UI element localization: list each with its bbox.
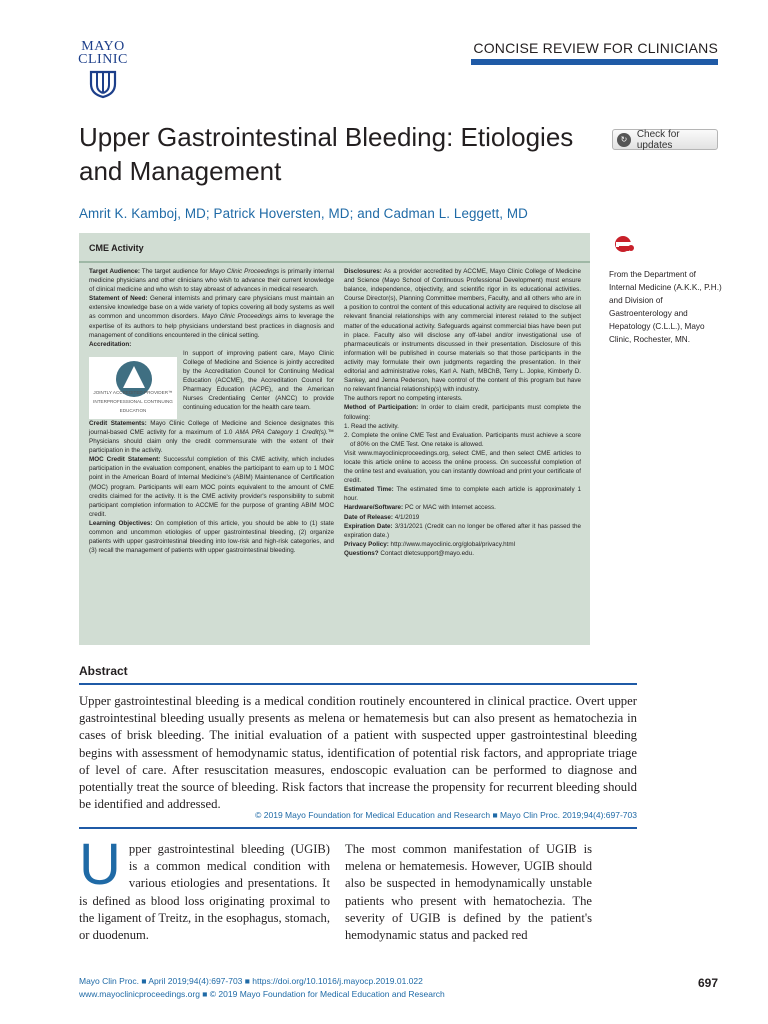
disclosures: Disclosures: As a provider accredited by ACCME, Mayo Clinic College of Medicine and Science (Mayo School of Continuous Professional Development) must ensure balance, independence, objectivity, and scientific rigor in its educational activities. Course Director(s), Planning Committee members, Faculty, and all others who are in a position to control the content of this educational activity are required to disclose all relevant financial relationships with any commercial interest related to the subject matter of the educational activity. Safeguards against commercial bias have been put in place. Faculty also will disclose any off-label and/or investigational use of pharmaceuticals or instruments discussed in their presentation. Disclosure of this information will be published in course materials so that those participants in the activity may formulate their own judgments regarding the presentation. In their editorial and administrative roles, Karl A. Nath, MBChB, Terry L. Jopke, Kimberly D. Sankey, and Jenna Pederson, have control of the content of this program but have no relevant financial relationship(s) with industry. bbox=[344, 268, 581, 394]
section-label: CONCISE REVIEW FOR CLINICIANS bbox=[473, 40, 718, 56]
statement-of-need: Statement of Need: General internists and primary care physicians must maintain an extensive knowledge base on a wide variety of topics covering all body systems as well as common and uncommon disorders. Mayo Clinic Proceedings aims to leverage the expertise of its authors to help physicians understand best practices in diagnosis and management of conditions encountered in the clinical setting. bbox=[89, 295, 335, 339]
cme-icon[interactable] bbox=[611, 234, 637, 254]
copyright-line: © 2019 Mayo Foundation for Medical Education and Research ■ Mayo Clin Proc. 2019;94(4):697-703 bbox=[255, 810, 637, 820]
method-of-participation: Method of Participation: In order to claim credit, participants must complete the following: bbox=[344, 404, 581, 421]
section-bar bbox=[471, 59, 718, 65]
credit-statements: Credit Statements: Mayo Clinic College of Medicine and Science designates this journal-based CME activity for a maximum of 1.0 AMA PRA Category 1 Credit(s).™ Physicians should claim only the credit commensurate with the extent of their participation in the activity. bbox=[89, 419, 334, 455]
cme-left-column bbox=[89, 267, 334, 555]
questions-contact: Questions? Contact dletcsupport@mayo.edu. bbox=[344, 549, 474, 557]
check-for-updates-button[interactable] bbox=[612, 129, 718, 150]
accreditation: Accreditation: JOINTLY ACCREDITED PROVIDER™ INTERPROFESSIONAL CONTINUING EDUCATION In support of improving patient care, Mayo Clinic College of Medicine and Science is jointly accredited by the Accreditation Council for Continuing Medical Education (ACCME), the Accreditation Council for Pharmacy Education (ACPE), and the American Nurses Credentialing Center (ANCC) to provide continuing education for the health care team. bbox=[89, 340, 334, 413]
footer-citation[interactable]: Mayo Clin Proc. ■ April 2019;94(4):697-703 ■ https://doi.org/10.1016/j.mayocp.2019.01.022 bbox=[79, 976, 423, 986]
abstract-heading: Abstract bbox=[79, 664, 128, 678]
competing-interests: The authors report no competing interests. bbox=[344, 395, 463, 403]
article-title: Upper Gastrointestinal Bleeding: Etiologies and Management bbox=[79, 122, 574, 186]
expiration-date: Expiration Date: 3/31/2021 (Credit can no longer be offered after it has passed the expiration date.) bbox=[344, 522, 581, 539]
estimated-time: Estimated Time: The estimated time to complete each article is approximately 1 hour. bbox=[344, 486, 581, 503]
affiliation-note: From the Department of Internal Medicine (A.K.K., P.H.) and Division of Gastroenterology and Hepatology (C.L.L.), Mayo Clinic, Rochester, MN. bbox=[609, 270, 722, 344]
abstract-rule bbox=[79, 683, 637, 685]
refresh-icon: ↻ bbox=[617, 133, 631, 147]
cme-heading: CME Activity bbox=[89, 243, 144, 253]
shield-icon bbox=[88, 69, 118, 99]
cme-right-column bbox=[344, 267, 581, 558]
step-1: 1. Read the activity. bbox=[344, 422, 399, 430]
cme-activity-box bbox=[79, 233, 590, 645]
body-column-2: The most common manifestation of UGIB is melena or hematemesis. However, UGIB should also be suspected in hemodynamically unstable patients who present with hematochezia. The severity of UGIB is defined by the patient's hemodynamic status and packed red bbox=[345, 842, 592, 943]
author-list: Amrit K. Kamboj, MD; Patrick Hoversten, MD; and Cadman L. Leggett, MD bbox=[79, 206, 528, 221]
logo-line1: MAYO bbox=[81, 39, 125, 54]
footer-website[interactable]: www.mayoclinicproceedings.org ■ © 2019 Mayo Foundation for Medical Education and Research bbox=[79, 989, 445, 999]
date-of-release: Date of Release: 4/1/2019 bbox=[344, 513, 420, 521]
check-updates-label: Check for updates bbox=[636, 128, 680, 151]
hardware-software: Hardware/Software: PC or MAC with Internet access. bbox=[344, 504, 496, 512]
abstract-text: Upper gastrointestinal bleeding is a medical condition routinely encountered in clinical practice. Overt upper gastrointestinal bleeding usually presents as melena or hematemesis but can also present as hematochezia in cases of brisk bleeding. The initial evaluation of a patient with suspected upper gastrointestinal bleeding begins with assessment of hemodynamic status, identification of potential risk factors, and appropriate triage of level of care. After resuscitation measures, endoscopic evaluation can be performed to diagnose and potentially treat the source of bleeding. Risk factors that increase the propensity for recurrent bleeding should be identified and addressed. bbox=[79, 694, 637, 812]
jointly-accredited-logo: JOINTLY ACCREDITED PROVIDER™ INTERPROFESSIONAL CONTINUING EDUCATION bbox=[89, 357, 177, 419]
logo-line2: CLINIC bbox=[78, 52, 128, 67]
privacy-policy: Privacy Policy: http://www.mayoclinic.org/global/privacy.html bbox=[344, 540, 516, 548]
abstract-bottom-rule bbox=[79, 827, 637, 829]
visit-instructions: Visit www.mayoclinicproceedings.org, select CME, and then select CME articles to locate this article online to access the online process. On successful completion of the online test and evaluation, you can instantly download and print your certificate of credit. bbox=[344, 449, 581, 485]
page-number: 697 bbox=[697, 976, 718, 990]
body-col1-text: pper gastrointestinal bleeding (UGIB) is a common medical condition with various etiologies and presentations. It is defined as blood loss originating proximal to the ligament of Treitz, in the esophagus, stomach, or duodenum. bbox=[79, 842, 330, 943]
body-column-1 bbox=[79, 832, 330, 944]
drop-cap: U bbox=[79, 832, 121, 897]
moc-credit-statement: MOC Credit Statement: Successful completion of this CME activity, which includes participation in the evaluation component, enables the participant to earn up to 1 MOC point in the American Board of Internal Medicine's (ABIM) Maintenance of Certification (MOC) program. Participants will earn MOC points equivalent to the amount of CME credits claimed for the activity. It is the CME activity provider's responsibility to submit participant completion information to ACCME for the purpose of granting ABIM MOC credit. bbox=[89, 456, 334, 518]
mayo-clinic-logo bbox=[78, 40, 128, 99]
target-audience: Target Audience: The target audience for Mayo Clinic Proceedings is primarily internal medicine physicians and other clinicians who wish to advance their current knowledge of clinical medicine and who wish to stay abreast of advances in medical research. bbox=[89, 268, 334, 294]
step-2: 2. Complete the online CME Test and Evaluation. Participants must achieve a score of 80% on the CME Test. One retake is allowed. bbox=[344, 431, 581, 448]
learning-objectives: Learning Objectives: On completion of this article, you should be able to (1) state common and uncommon etiologies of upper gastrointestinal bleeding, (2) organize patients with upper gastrointestinal bleeding into low-risk and high-risk categories, and (3) recall the management of patients with upper gastrointestinal bleeding. bbox=[89, 519, 334, 555]
cme-divider bbox=[79, 261, 590, 263]
